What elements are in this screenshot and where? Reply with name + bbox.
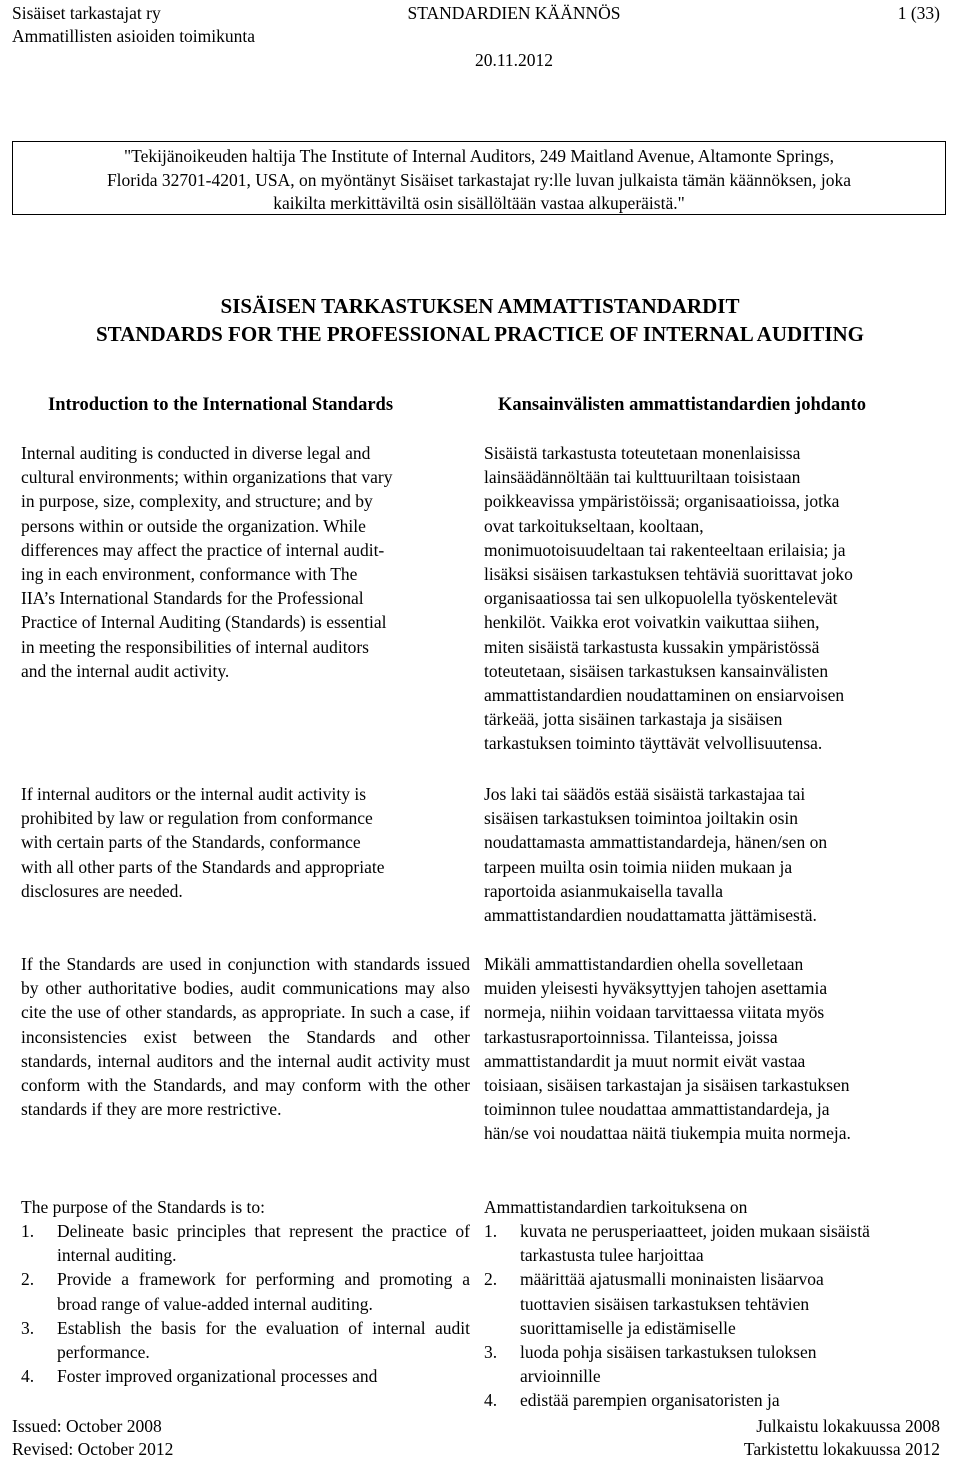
right-purpose-list bbox=[484, 1219, 896, 1413]
list-item: 2. määrittää ajatusmalli moninaisten lisäarvoa tuottavien sisäisen tarkastuksen tehtävien suorittamiselle ja edistämiselle bbox=[484, 1269, 824, 1338]
page-number: 1 (33) bbox=[897, 3, 940, 23]
left-purpose-intro: The purpose of the Standards is to: bbox=[21, 1197, 265, 1217]
footer-right bbox=[744, 1415, 940, 1461]
left-paragraph-3: If the Standards are used in conjunction with standards issued by other authoritative bodies, audit communications may also cite the use of other standards, as appropriate. In such a case, if inconsistencies exist between the Standards and other standards, internal auditors and the internal audit activity must conform with the Standards, and may conform with the other standards if they are more restrictive. bbox=[21, 954, 470, 1120]
copyright-line: kaikilta merkittäviltä osin sisällöltään vastaa alkuperäistä." bbox=[273, 193, 685, 213]
right-purpose-intro: Ammattistandardien tarkoituksena on bbox=[484, 1197, 748, 1217]
document-date: 20.11.2012 bbox=[474, 50, 554, 70]
left-paragraph-1: Internal auditing is conducted in diverse legal and cultural environments; within organizations that vary in purpose, size, complexity, and structure; and by persons within or outside the organization. While differences may affect the practice of internal audit- ing in each environment, conformance with The IIA’s International Standards for the Professional Practice of Internal Auditing (Standards) is essential in meeting the responsibilities of internal auditors and the internal audit activity. bbox=[21, 443, 393, 681]
copyright-notice bbox=[12, 141, 946, 215]
list-item: 4. Foster improved organizational processes and bbox=[21, 1366, 378, 1387]
published-date-fi: Julkaistu lokakuussa 2008 bbox=[756, 1416, 940, 1436]
header-organization bbox=[12, 2, 255, 48]
document-type: STANDARDIEN KÄÄNNÖS bbox=[407, 3, 621, 23]
list-item: 3. Establish the basis for the evaluation of internal audit performance. bbox=[21, 1317, 470, 1363]
right-paragraph-1: Sisäistä tarkastusta toteutetaan monenlaisissa lainsäädännöltään tai kulttuuriltaan toisistaan poikkeavissa ympäristöissä; organisaatioissa, jotka ovat tarkoitukseltaan, kooltaan, monimuotoisuudeltaan tai rakenteeltaan erilaisia; ja lisäksi sisäisen tarkastuksen tehtäviä suorittavat joko organisaatiossa tai sen ulkopuolella työskentelevät henkilöt. Vaikka erot voivatkin vaikuttaa siihen, miten sisäistä tarkastusta kussakin ympäristössä toteutetaan, sisäisen tarkastuksen kansainvälisten ammattistandardien noudattaminen on ensiarvoisen tärkeää, jotta sisäinen tarkastaja ja sisäisen tarkastuksen toiminto täyttävät velvollisuutensa. bbox=[484, 443, 853, 754]
committee-name: Ammatillisten asioiden toimikunta bbox=[12, 26, 256, 46]
list-item: 2. Provide a framework for performing and promoting a broad range of value-added internal auditing. bbox=[21, 1269, 470, 1314]
right-paragraph-2: Jos laki tai säädös estää sisäistä tarkastajaa tai sisäisen tarkastuksen toimintoa joiltakin osin noudattamasta ammattistandardeja, hänen/sen on tarpeen muilta osin toimia niiden mukaan ja raportoida asianmukaisella tavalla ammattistandardien noudattamatta jättämisestä. bbox=[484, 784, 828, 926]
list-item: 3. luoda pohja sisäisen tarkastuksen tuloksen arvioinnille bbox=[484, 1342, 817, 1387]
title-finnish: SISÄISEN TARKASTUKSEN AMMATTISTANDARDIT bbox=[220, 294, 740, 318]
revised-date-fi: Tarkistettu lokakuussa 2012 bbox=[743, 1439, 940, 1459]
page-header bbox=[12, 2, 940, 72]
list-item: 1. kuvata ne perusperiaatteet, joiden mukaan sisäistä tarkastusta tulee harjoittaa bbox=[484, 1221, 870, 1266]
copyright-line: Florida 32701-4201, USA, on myöntänyt Sisäiset tarkastajat ry:lle luvan julkaista tämän käännöksen, joka bbox=[106, 169, 852, 190]
org-name: Sisäiset tarkastajat ry bbox=[12, 3, 161, 23]
right-paragraph-3: Mikäli ammattistandardien ohella sovelletaan muiden yleisesti hyväksyttyjen tahojen asettamia normeja, niihin voidaan tarvittaessa viitata myös tarkastusraportoinnissa. Tilanteissa, joissa ammattistandardit ja muut normit eivät vastaa toisiaan, sisäisen tarkastajan ja sisäisen tarkastuksen toiminnon tulee noudattaa ammattistandardeja, ja hän/se voi noudattaa näitä tiukempia muita normeja. bbox=[484, 954, 851, 1144]
document-title bbox=[0, 292, 960, 348]
list-item: 1. Delineate basic principles that represent the practice of internal auditing. bbox=[21, 1221, 470, 1266]
left-paragraph-2: If internal auditors or the internal audit activity is prohibited by law or regulation from conformance with certain parts of the Standards, conformance with all other parts of the Standards and appropriate disclosures are needed. bbox=[21, 784, 385, 901]
issued-date: Issued: October 2008 bbox=[12, 1416, 162, 1436]
copyright-line: "Tekijänoikeuden haltija The Institute of Internal Auditors, 249 Maitland Avenue, Altamonte Springs, bbox=[124, 146, 834, 166]
left-purpose-list bbox=[21, 1219, 470, 1388]
heading-introduction-fi: Kansainvälisten ammattistandardien johdanto bbox=[498, 395, 866, 415]
revised-date: Revised: October 2012 bbox=[12, 1439, 174, 1459]
list-item: 4. edistää parempien organisatoristen ja bbox=[484, 1390, 780, 1411]
footer-left bbox=[12, 1415, 173, 1461]
heading-introduction-en: Introduction to the International Standards bbox=[48, 395, 394, 415]
title-english: STANDARDS FOR THE PROFESSIONAL PRACTICE OF INTERNAL AUDITING bbox=[96, 322, 864, 346]
